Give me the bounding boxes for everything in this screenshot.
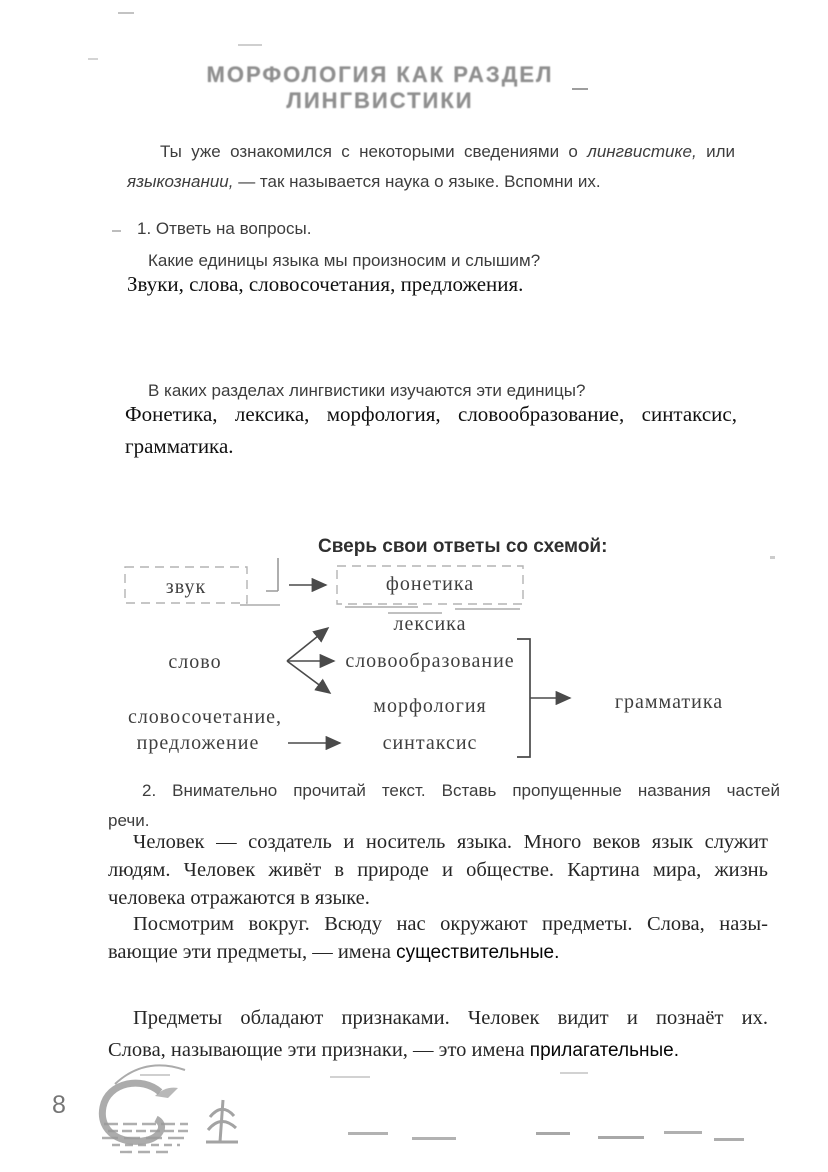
text-fragment: Слова, называющие эти признаки, — это имена [108, 1039, 525, 1061]
schema-node-leksika: лексика [393, 613, 467, 635]
task1-answer-2-line2: грамматика. [125, 434, 234, 458]
scan-artifact-line [266, 558, 278, 591]
scan-noise [560, 1072, 588, 1074]
page-number: 8 [52, 1091, 66, 1119]
task1-question-1: Какие единицы языка мы произносим и слышим? [148, 251, 541, 270]
intro-paragraph [127, 137, 735, 197]
intro-line-1 [127, 137, 735, 167]
schema-node-zvuk: звук [165, 576, 207, 598]
intro-text: Ты уже ознакомился с некоторыми сведениями о [160, 142, 588, 161]
scan-noise [238, 44, 262, 46]
text-line: человека отражаются в языке. [108, 887, 370, 909]
scan-noise [664, 1131, 702, 1134]
task1-question-2: В каких разделах лингвистики изучаются эти единицы? [148, 381, 586, 400]
schema-node-slovoobrazovanie: словообразование [345, 650, 515, 672]
task1-answer-1: Звуки, слова, словосочетания, предложения. [127, 272, 524, 296]
scan-noise [118, 12, 134, 14]
text-line: Посмотрим вокруг. Всюду нас окружают предметы. Слова, назы- [133, 913, 768, 935]
term-linguistics: лингвистике, [587, 142, 697, 161]
scan-noise [770, 556, 775, 559]
text-fragment: вающие эти предметы, — имена [108, 941, 391, 963]
task2-answer-adjectives: прилагательные. [529, 1040, 679, 1061]
schema-node-predlozhenie: предложение [136, 732, 260, 754]
task1-answer-2-line1: Фонетика, лексика, морфология, словообразование, синтаксис, [125, 402, 737, 426]
scan-noise [536, 1132, 570, 1135]
schema-node-slovosochetanie: словосочетание, [127, 706, 283, 728]
text-line: Человек — создатель и носитель языка. Много веков язык служит [133, 831, 768, 853]
text-line: людям. Человек живёт в природе и обществе. Картина мира, жизнь [108, 859, 768, 881]
scan-noise [330, 1076, 370, 1078]
task2-label-line1: 2. Внимательно прочитай текст. Вставь пропущенные названия частей [142, 781, 780, 800]
scan-noise [598, 1136, 644, 1139]
scan-noise [88, 58, 98, 60]
schema-node-grammatika: грамматика [614, 691, 724, 713]
page-title: МОРФОЛОГИЯ КАК РАЗДЕЛ ЛИНГВИСТИКИ [206, 62, 554, 113]
intro-text: — так называется наука о языке. Вспомни их. [233, 172, 601, 191]
task2-answer-nouns: существительные. [396, 942, 560, 963]
schema-node-fonetika: фонетика [385, 573, 475, 595]
scan-noise [412, 1137, 456, 1140]
task2-label-line2: речи. [108, 811, 150, 830]
schema-node-slovo: слово [168, 651, 222, 673]
intro-text: или [696, 142, 735, 161]
scan-noise [572, 88, 588, 90]
task1-label: 1. Ответь на вопросы. [137, 219, 312, 238]
task2-paragraph-3 [108, 1002, 768, 1067]
intro-line-2 [127, 167, 735, 197]
footer-decoration-smudge [60, 1062, 320, 1162]
task2-label [108, 776, 780, 836]
task2-paragraph-2 [108, 910, 768, 967]
text-line: Предметы обладают признаками. Человек видит и познаёт их. [133, 1007, 768, 1029]
term-yazykoznanie: языкознании, [127, 172, 234, 191]
schema-heading: Сверь свои ответы со схемой: [318, 536, 608, 557]
scan-noise [348, 1132, 388, 1135]
task2-paragraph-1 [108, 828, 768, 912]
text-line [108, 938, 768, 967]
schema-node-morfologiya: морфология [373, 695, 487, 717]
scan-noise [112, 230, 121, 232]
schema-node-sintaksis: синтаксис [382, 732, 478, 754]
scan-noise [714, 1138, 744, 1141]
scan-noise [140, 1074, 170, 1076]
